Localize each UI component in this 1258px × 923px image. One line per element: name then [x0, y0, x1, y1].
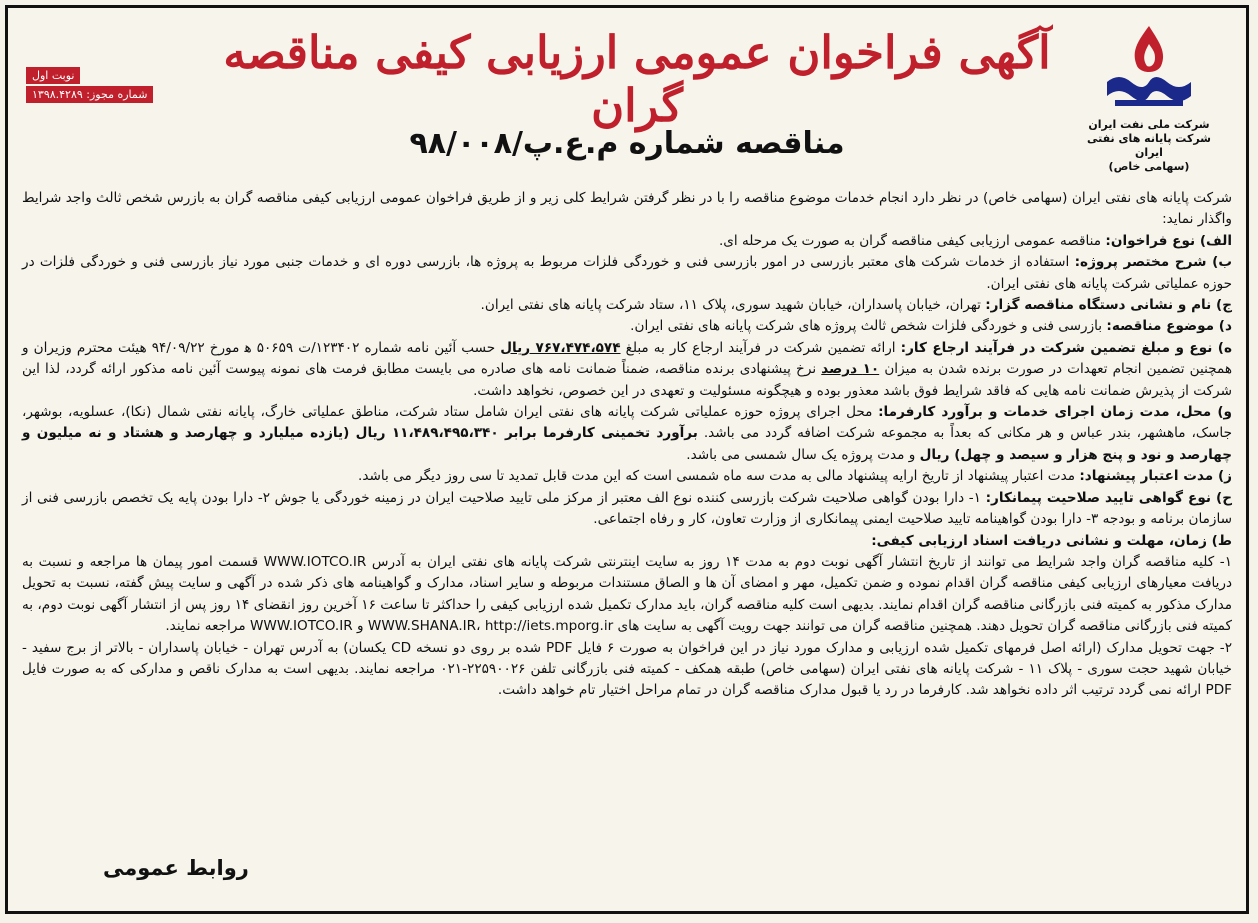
- permit-number: شماره مجوز: ۱۳۹۸.۴۲۸۹: [26, 86, 153, 103]
- intro-paragraph: شرکت پایانه های نفتی ایران (سهامی خاص) در نظر دارد انجام خدمات موضوع مناقصه را با در نظر گرفتن شرایط کلی زیر و از طریق فراخوان عمومی ارزیابی کیفی مناقصه گران به بازرس شخص ثالث واجد شرایط واگذار نماید:: [22, 190, 1232, 228]
- tender-number: مناقصه شماره م.ع.پ/۹۸/۰۰۸: [409, 126, 845, 161]
- public-relations-signature: روابط عمومی: [103, 856, 249, 880]
- employer-estimate: برآورد تخمینی کارفرما برابر ۱۱،۴۸۹،۴۹۵،۳۴۰ ریال (یازده میلیارد و چهارصد و هشتاد و نه میلیون و چهارصد و نود و پنج هزار و سیصد و چهل) ریال: [22, 425, 1232, 463]
- section-b-label: ب) شرح مختصر پروژه:: [1074, 254, 1233, 271]
- section-e-text-2: حسب آئین نامه شماره ۱۲۳۴۰۲/ت ۵۰۶۵۹ ه‍ مورخ ۹۴/۰۹/۲۲ هیئت محترم وزیران و همچنین تضمین انجام تعهدات در صورت برنده شدن به میزان: [22, 339, 1233, 378]
- section-e-text-3: نرخ پیشنهادی برنده مناقصه، ضمناً ضمانت نامه های صادره می بایست مطابق فرمت های نمونه پیوست آئین نامه مذکور ارائه گردد، لذا این شرکت از پذیرش ضمانت نامه هایی که فاقد شرایط فوق باشد معذور بوده و هیچگونه مسئولیت و تعهدی در این خصوص، نخواهد داشت.: [22, 361, 1232, 399]
- performance-percent: ۱۰ درصد: [821, 361, 880, 378]
- notice-frame: [5, 5, 1249, 914]
- section-t-item-1: ۱- کلیه مناقصه گران واجد شرایط می توانند از تاریخ انتشار آگهی نوبت دوم به مدت ۱۴ روز به سایت اینترنتی شرکت پایانه های نفتی ایران به آدرس WWW.IOTCO.IR قسمت امور پیمان ها مراجعه و نسبت به دریافت معیارهای ارزیابی کیفی مناقصه گران اقدام نموده و ضمن تکمیل، مهر و امضای آن ها و الصاق مستندات مربوطه و سایر اسناد، مدارک و گواهینامه های ذکر شده در آگهی و سایت پیش گفته، نسبت به تحویل مدارک مذکور به کمیته فنی بازرگانی مناقصه گران اقدام نمایند. بدیهی است کلیه مناقصه گران، باید مدارک تکمیل شده ارزیابی کیفی را حداکثر تا ساعت ۱۶ آخرین روز انقضای ۱۴ روز پس از انتشار آگهی نوبت دوم، به کمیته فنی بازرگانی مناقصه گران تحویل دهند. همچنین مناقصه گران می توانند جهت رویت آگهی به سایت های WWW.SHANA.IR، http://iets.mporg.ir و WWW.IOTCO.IR مراجعه نمایند.: [22, 553, 1232, 635]
- section-g-text: مدت اعتبار پیشنهاد از تاریخ ارایه پیشنهاد مالی به مدت سه ماه شمسی است که این مدت قابل تمدید تا سی روز دیگر می باشد.: [358, 468, 1075, 485]
- logo-line-3: (سهامی خاص): [1108, 160, 1190, 173]
- notice-title: آگهی فراخوان عمومی ارزیابی کیفی مناقصه گران: [223, 26, 1051, 132]
- section-b-text: استفاده از خدمات شرکت های معتبر بازرسی در امور بازرسی فنی و خوردگی فلزات مربوط به پروژه ها، بازرسی دوره ای و خدمات جنبی مورد نیاز بازرسی فنی و خوردگی فلزات در حوزه عملیاتی شرکت پایانه های نفتی ایران.: [22, 254, 1232, 292]
- section-e-label: ه) نوع و مبلغ تضمین شرکت در فرآیند ارجاع کار:: [900, 339, 1233, 356]
- section-c-label: ج) نام و نشانی دستگاه مناقصه گزار:: [985, 297, 1232, 314]
- company-logo: [1074, 22, 1224, 182]
- section-c-text: تهران، خیابان پاسداران، خیابان شهید سوری، پلاک ۱۱، ستاد شرکت پایانه های نفتی ایران.: [480, 297, 981, 314]
- section-a-label: الف) نوع فراخوان:: [1105, 232, 1232, 249]
- section-g: [22, 466, 1232, 487]
- logo-line-1: شرکت ملی نفت ایران: [1088, 118, 1210, 131]
- section-t: [22, 531, 1232, 552]
- turn-badge: نوبت اول: [26, 67, 80, 84]
- section-g-label: ز) مدت اعتبار پیشنهاد:: [1079, 468, 1232, 485]
- guarantee-amount: ۷۶۷،۴۷۴،۵۷۴ ریال: [500, 339, 621, 356]
- nioc-flame-icon: [1097, 22, 1201, 118]
- section-b: [22, 252, 1232, 295]
- section-d-label: د) موضوع مناقصه:: [1106, 318, 1232, 335]
- notice-header: [8, 8, 1246, 186]
- section-f: [22, 402, 1232, 466]
- section-h: [22, 488, 1232, 531]
- section-d: [22, 316, 1232, 337]
- section-f-text-1: محل اجرای پروژه حوزه عملیاتی شرکت پایانه های نفتی ایران شامل ستاد شرکت، مناطق عملیاتی خارگ، پایانه نفتی شمال (نکا)، عسلویه، بوشهر، جاسک، ماهشهر، بندر عباس و هر مکانی که بعداً به مجموعه شرکت اضافه گردد می باشد.: [22, 404, 1232, 442]
- section-d-text: بازرسی فنی و خوردگی فلزات شخص ثالث پروژه های شرکت پایانه های نفتی ایران.: [630, 318, 1103, 335]
- section-t-label: ط) زمان، مهلت و نشانی دریافت اسناد ارزیابی کیفی:: [871, 532, 1232, 549]
- section-t-item-2: ۲- جهت تحویل مدارک (ارائه اصل فرمهای تکمیل شده ارزیابی و مدارک مورد نیاز در این فراخوان به صورت ۶ فایل PDF شده بر روی دو نسخه CD یکسان) به آدرس تهران - خیابان پاسداران - بالاتر از برج سفید - خیابان شهید حجت سوری - پلاک ۱۱ - شرکت پایانه های نفتی ایران (سهامی خاص) طبقه همکف - کمیته فنی بازرگانی تلفن ۲۲۵۹۰۰۲۶-۰۲۱ مراجعه نمایند. بدیهی است به مدارک ناقص و مدارکی که به صورت فایل PDF ارائه نمی گردد ترتیب اثر داده نخواهد شد. کارفرما در رد یا قبول مدارک مناقصه گران در تمام مراحل اختیار تام خواهد داشت.: [22, 639, 1232, 699]
- section-a: [22, 231, 1232, 252]
- section-a-text: مناقصه عمومی ارزیابی کیفی مناقصه گران به صورت یک مرحله ای.: [718, 232, 1102, 249]
- section-f-text-2: و مدت پروژه یک سال شمسی می باشد.: [686, 446, 916, 463]
- section-h-text: ۱- دارا بودن گواهی صلاحیت شرکت بازرسی کننده نوع الف معتبر از مرکز ملی تایید صلاحیت ایران در زمینه خوردگی یا جوش ۲- دارا بودن پایه یک تخصص بازرسی فنی از سازمان برنامه و بودجه ۳- دارا بودن گواهینامه تایید صلاحیت ایمنی پیمانکاری از وزارت تعاون، کار و رفاه اجتماعی.: [22, 489, 1232, 528]
- section-c: [22, 295, 1232, 316]
- publication-badge: [26, 64, 176, 103]
- logo-line-2: شرکت پایانه های نفتی ایران: [1086, 132, 1212, 159]
- section-h-label: ح) نوع گواهی تایید صلاحیت پیمانکار:: [985, 489, 1232, 506]
- section-e-text-1: ارائه تضمین شرکت در فرآیند ارجاع کار به مبلغ: [625, 339, 896, 356]
- section-e: [22, 338, 1232, 402]
- notice-body: [22, 188, 1232, 702]
- section-f-label: و) محل، مدت زمان اجرای خدمات و برآورد کارفرما:: [878, 404, 1232, 421]
